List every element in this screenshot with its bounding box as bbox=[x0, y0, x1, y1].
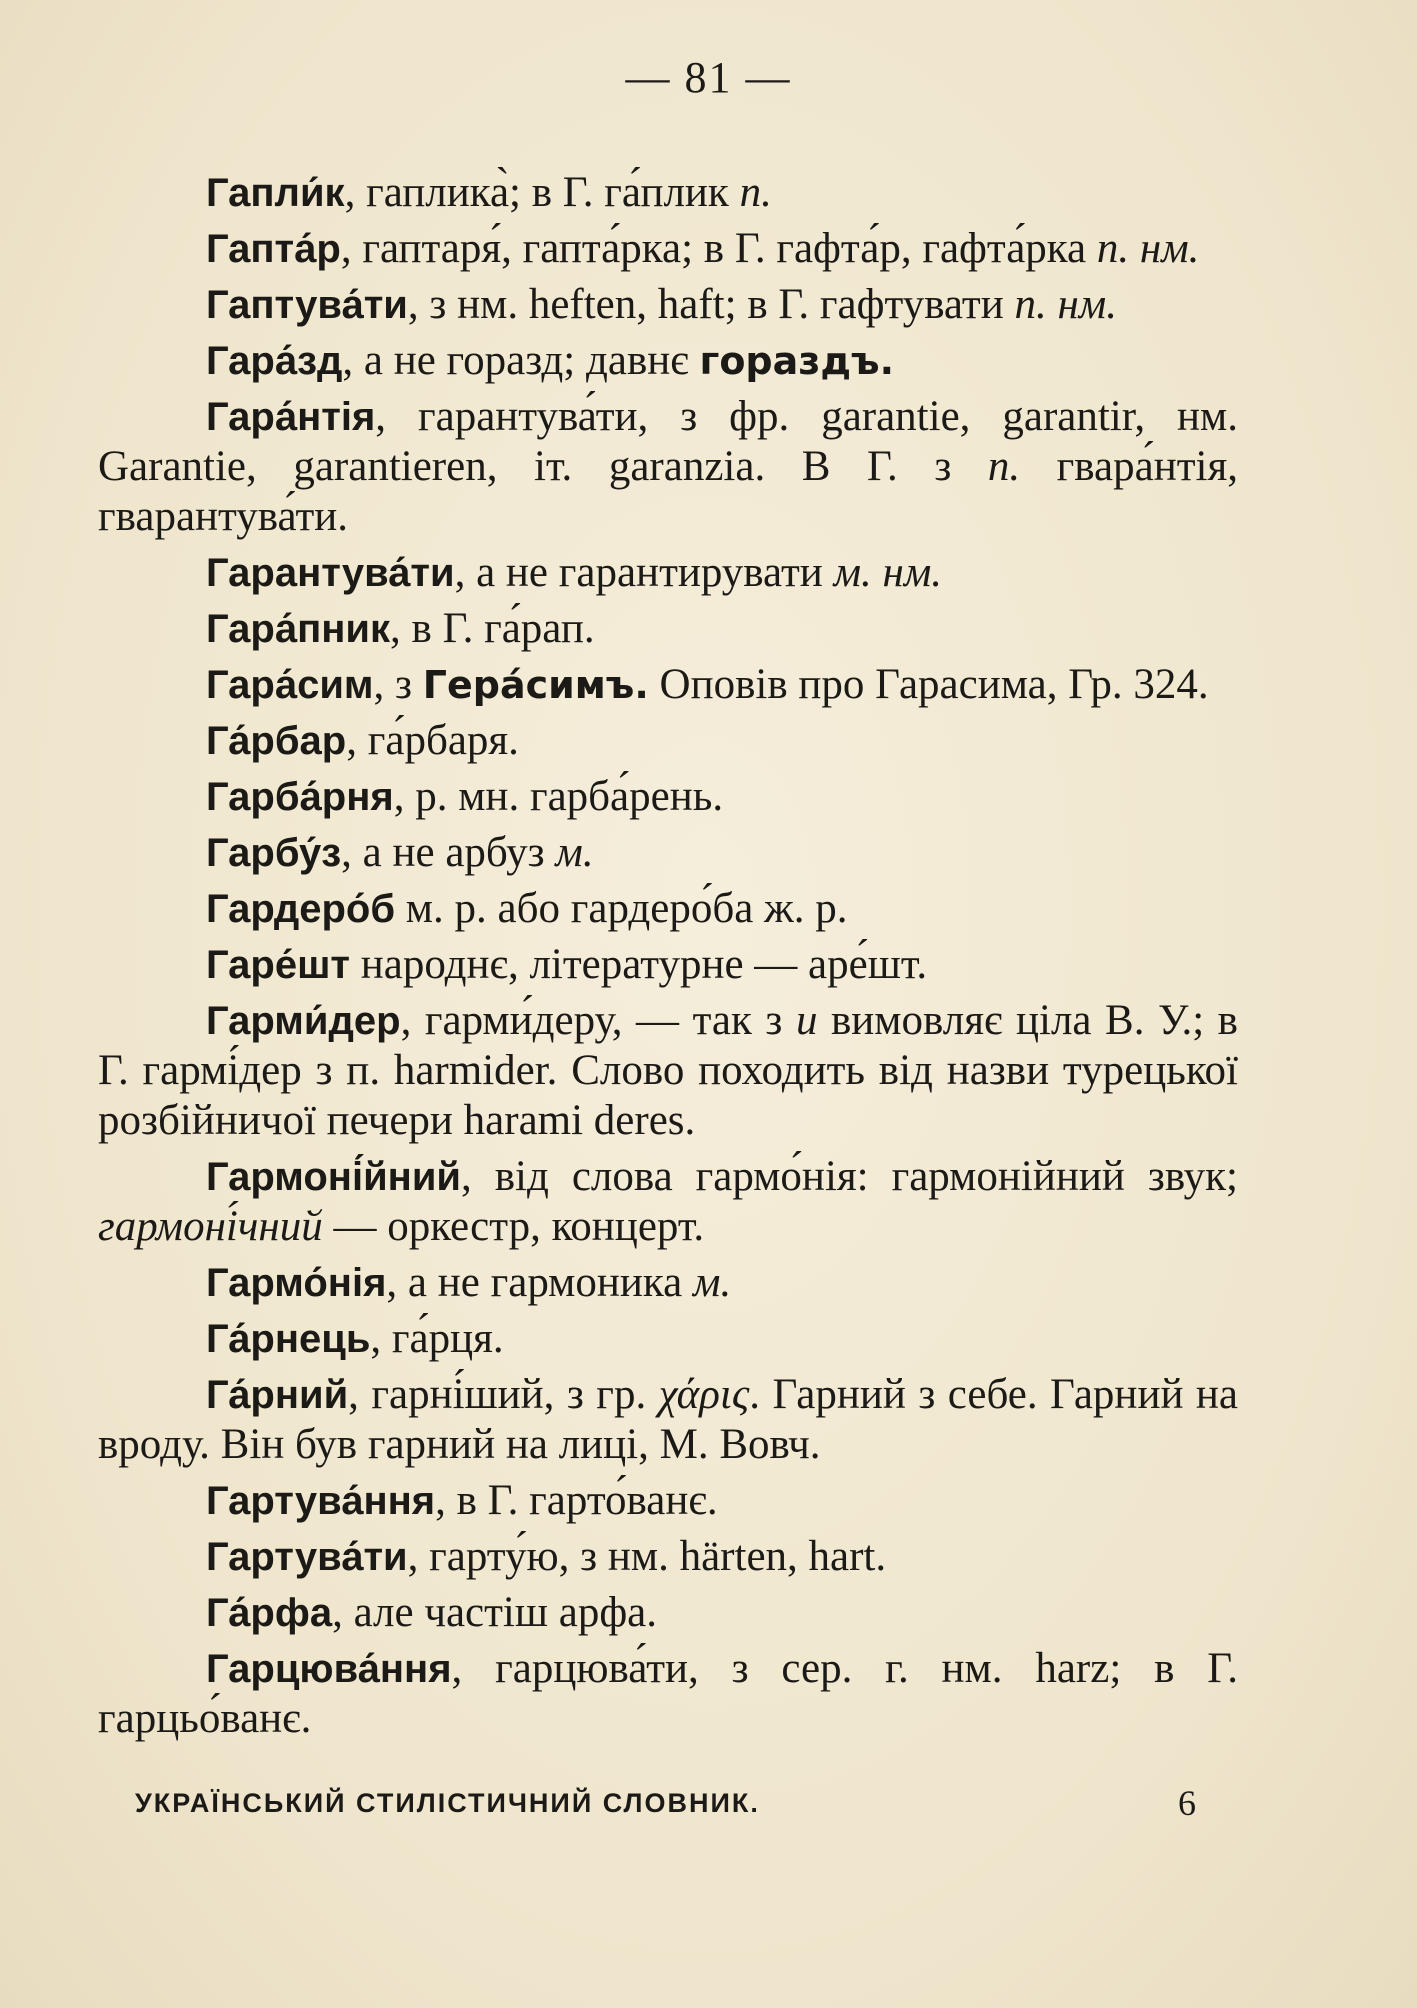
entry-headword: Гарми́дер bbox=[206, 999, 401, 1043]
entry-label: п. bbox=[987, 443, 1021, 490]
entry-text: , в Г. га́рап. bbox=[390, 605, 595, 652]
dictionary-entry bbox=[98, 1314, 1238, 1364]
entry-headword: Гапта́р bbox=[206, 227, 341, 271]
entry-text: , з bbox=[373, 661, 423, 708]
entry-headword: Гарбу́з bbox=[206, 831, 342, 875]
dictionary-entry bbox=[98, 940, 1238, 990]
dictionary-entry bbox=[98, 884, 1238, 934]
page-number: — 81 — bbox=[625, 53, 792, 102]
entry-text: , але частіш арфа. bbox=[332, 1589, 658, 1636]
dictionary-entry bbox=[98, 168, 1238, 218]
entry-text: , в Г. гарто́ванє. bbox=[435, 1477, 718, 1524]
dictionary-entry bbox=[98, 280, 1238, 330]
dictionary-entry bbox=[98, 392, 1238, 542]
entry-text: , гарантува́ти, з фр. garantie, garantir, нм. Garantie, garantieren, іт. garanzia. В Г. з bbox=[98, 393, 1238, 490]
entry-headword: Гаптува́ти bbox=[206, 283, 408, 327]
entry-text: , га́рбаря. bbox=[346, 717, 519, 764]
entry-headword: Гара́сим bbox=[206, 663, 374, 707]
dictionary-entry bbox=[98, 1152, 1238, 1252]
entry-text: , з нм. heften, haft; в Г. гафтувати bbox=[407, 281, 1015, 328]
entry-headword: Гапли́к bbox=[206, 171, 345, 215]
dictionary-entry bbox=[98, 996, 1238, 1146]
entry-text: , а не гарантирувати bbox=[454, 549, 834, 596]
entry-label: п. bbox=[739, 169, 772, 216]
entry-text: , а не арбуз bbox=[341, 829, 556, 876]
entry-text: , га́рця. bbox=[370, 1315, 504, 1362]
entry-label: п. нм. bbox=[1096, 225, 1200, 272]
dictionary-entries bbox=[98, 168, 1238, 1750]
dictionary-entry bbox=[98, 1258, 1238, 1308]
dictionary-entry bbox=[98, 660, 1238, 710]
dictionary-entry bbox=[98, 548, 1238, 598]
entry-label: п. нм. bbox=[1014, 281, 1117, 328]
entry-headword: Гара́нтія bbox=[206, 395, 376, 439]
entry-text: вимовляє ціла В. У.; в Г. гармі́дер з п. harmider. Слово походить від назви турецької розбійничої печери harami deres. bbox=[98, 997, 1238, 1144]
dictionary-entry bbox=[98, 1644, 1238, 1744]
entry-headword: Гара́зд bbox=[206, 339, 343, 383]
entry-text: , а не горазд; давнє bbox=[342, 337, 700, 384]
dictionary-entry bbox=[98, 828, 1238, 878]
entry-label: χάρις bbox=[658, 1371, 750, 1418]
entry-text: м. р. або гардеро́ба ж. р. bbox=[395, 885, 848, 932]
entry-text: . Гарний з себе. Гарний на вроду. Він був гарний на лиці, М. Вовч. bbox=[98, 1371, 1239, 1468]
dictionary-entry bbox=[98, 1370, 1238, 1470]
entry-label: м. bbox=[555, 829, 594, 876]
signature-mark: 6 bbox=[1178, 1783, 1196, 1823]
entry-headword: Гармоні́йний bbox=[206, 1155, 461, 1199]
entry-text: , гарми́деру, — так з bbox=[400, 997, 796, 1044]
entry-text: , від слова гармо́нія: гармонійний звук; bbox=[461, 1153, 1238, 1200]
entry-text: , гаплика̀; в Г. га́плик bbox=[344, 169, 740, 216]
entry-headword: Га́рбар bbox=[206, 719, 347, 763]
dictionary-entry bbox=[98, 772, 1238, 822]
entry-headword: Гарба́рня bbox=[206, 775, 394, 819]
entry-text: , гарні́ший, з гр. bbox=[348, 1371, 659, 1418]
running-footer-title: УКРАЇНСЬКИЙ СТИЛІСТИЧНИЙ СЛОВНИК. bbox=[135, 1788, 760, 1818]
dictionary-entry bbox=[98, 224, 1238, 274]
dictionary-entry bbox=[98, 336, 1238, 386]
entry-old-form: Гера́симъ. bbox=[422, 663, 649, 707]
entry-headword: Гарантува́ти bbox=[206, 551, 455, 595]
entry-label: гармоні́чний bbox=[98, 1203, 323, 1250]
dictionary-entry bbox=[98, 1532, 1238, 1582]
entry-headword: Га́рний bbox=[206, 1373, 349, 1417]
entry-label: м. нм. bbox=[833, 549, 943, 596]
entry-text: , р. мн. гарба́рень. bbox=[393, 773, 724, 820]
dictionary-entry bbox=[98, 1476, 1238, 1526]
entry-text: гвара́нтія, гварантува́ти. bbox=[98, 443, 1238, 540]
entry-headword: Гармо́нія bbox=[206, 1261, 387, 1305]
entry-headword: Гарцюва́ння bbox=[206, 1647, 452, 1691]
entry-headword: Гара́пник bbox=[206, 607, 391, 651]
entry-text: , гаптаря́, гапта́рка; в Г. гафта́р, гафта́рка bbox=[340, 225, 1097, 272]
entry-label: м. bbox=[693, 1259, 732, 1306]
entry-label: и bbox=[795, 997, 818, 1044]
entry-text: , а не гармоника bbox=[386, 1259, 693, 1306]
dictionary-entry bbox=[98, 604, 1238, 654]
entry-text: народнє, літературне — аре́шт. bbox=[350, 941, 928, 988]
entry-headword: Га́рфа bbox=[206, 1591, 333, 1635]
entry-text: , гарцюва́ти, з сер. г. нм. harz; в Г. гарцьо́ванє. bbox=[98, 1645, 1238, 1742]
entry-headword: Гартува́ти bbox=[206, 1535, 408, 1579]
dictionary-entry bbox=[98, 1588, 1238, 1638]
entry-old-form: гораздъ. bbox=[699, 339, 895, 383]
entry-headword: Га́рнець bbox=[206, 1317, 371, 1361]
entry-headword: Гардеро́б bbox=[206, 887, 396, 931]
entry-text: Оповів про Гарасима, Гр. 324. bbox=[648, 661, 1209, 708]
dictionary-entry bbox=[98, 716, 1238, 766]
entry-text: , гарту́ю, з нм. härten, hart. bbox=[407, 1533, 887, 1580]
entry-text: — оркестр, концерт. bbox=[322, 1203, 705, 1250]
entry-headword: Гартува́ння bbox=[206, 1479, 436, 1523]
entry-headword: Гаре́шт bbox=[206, 943, 351, 987]
